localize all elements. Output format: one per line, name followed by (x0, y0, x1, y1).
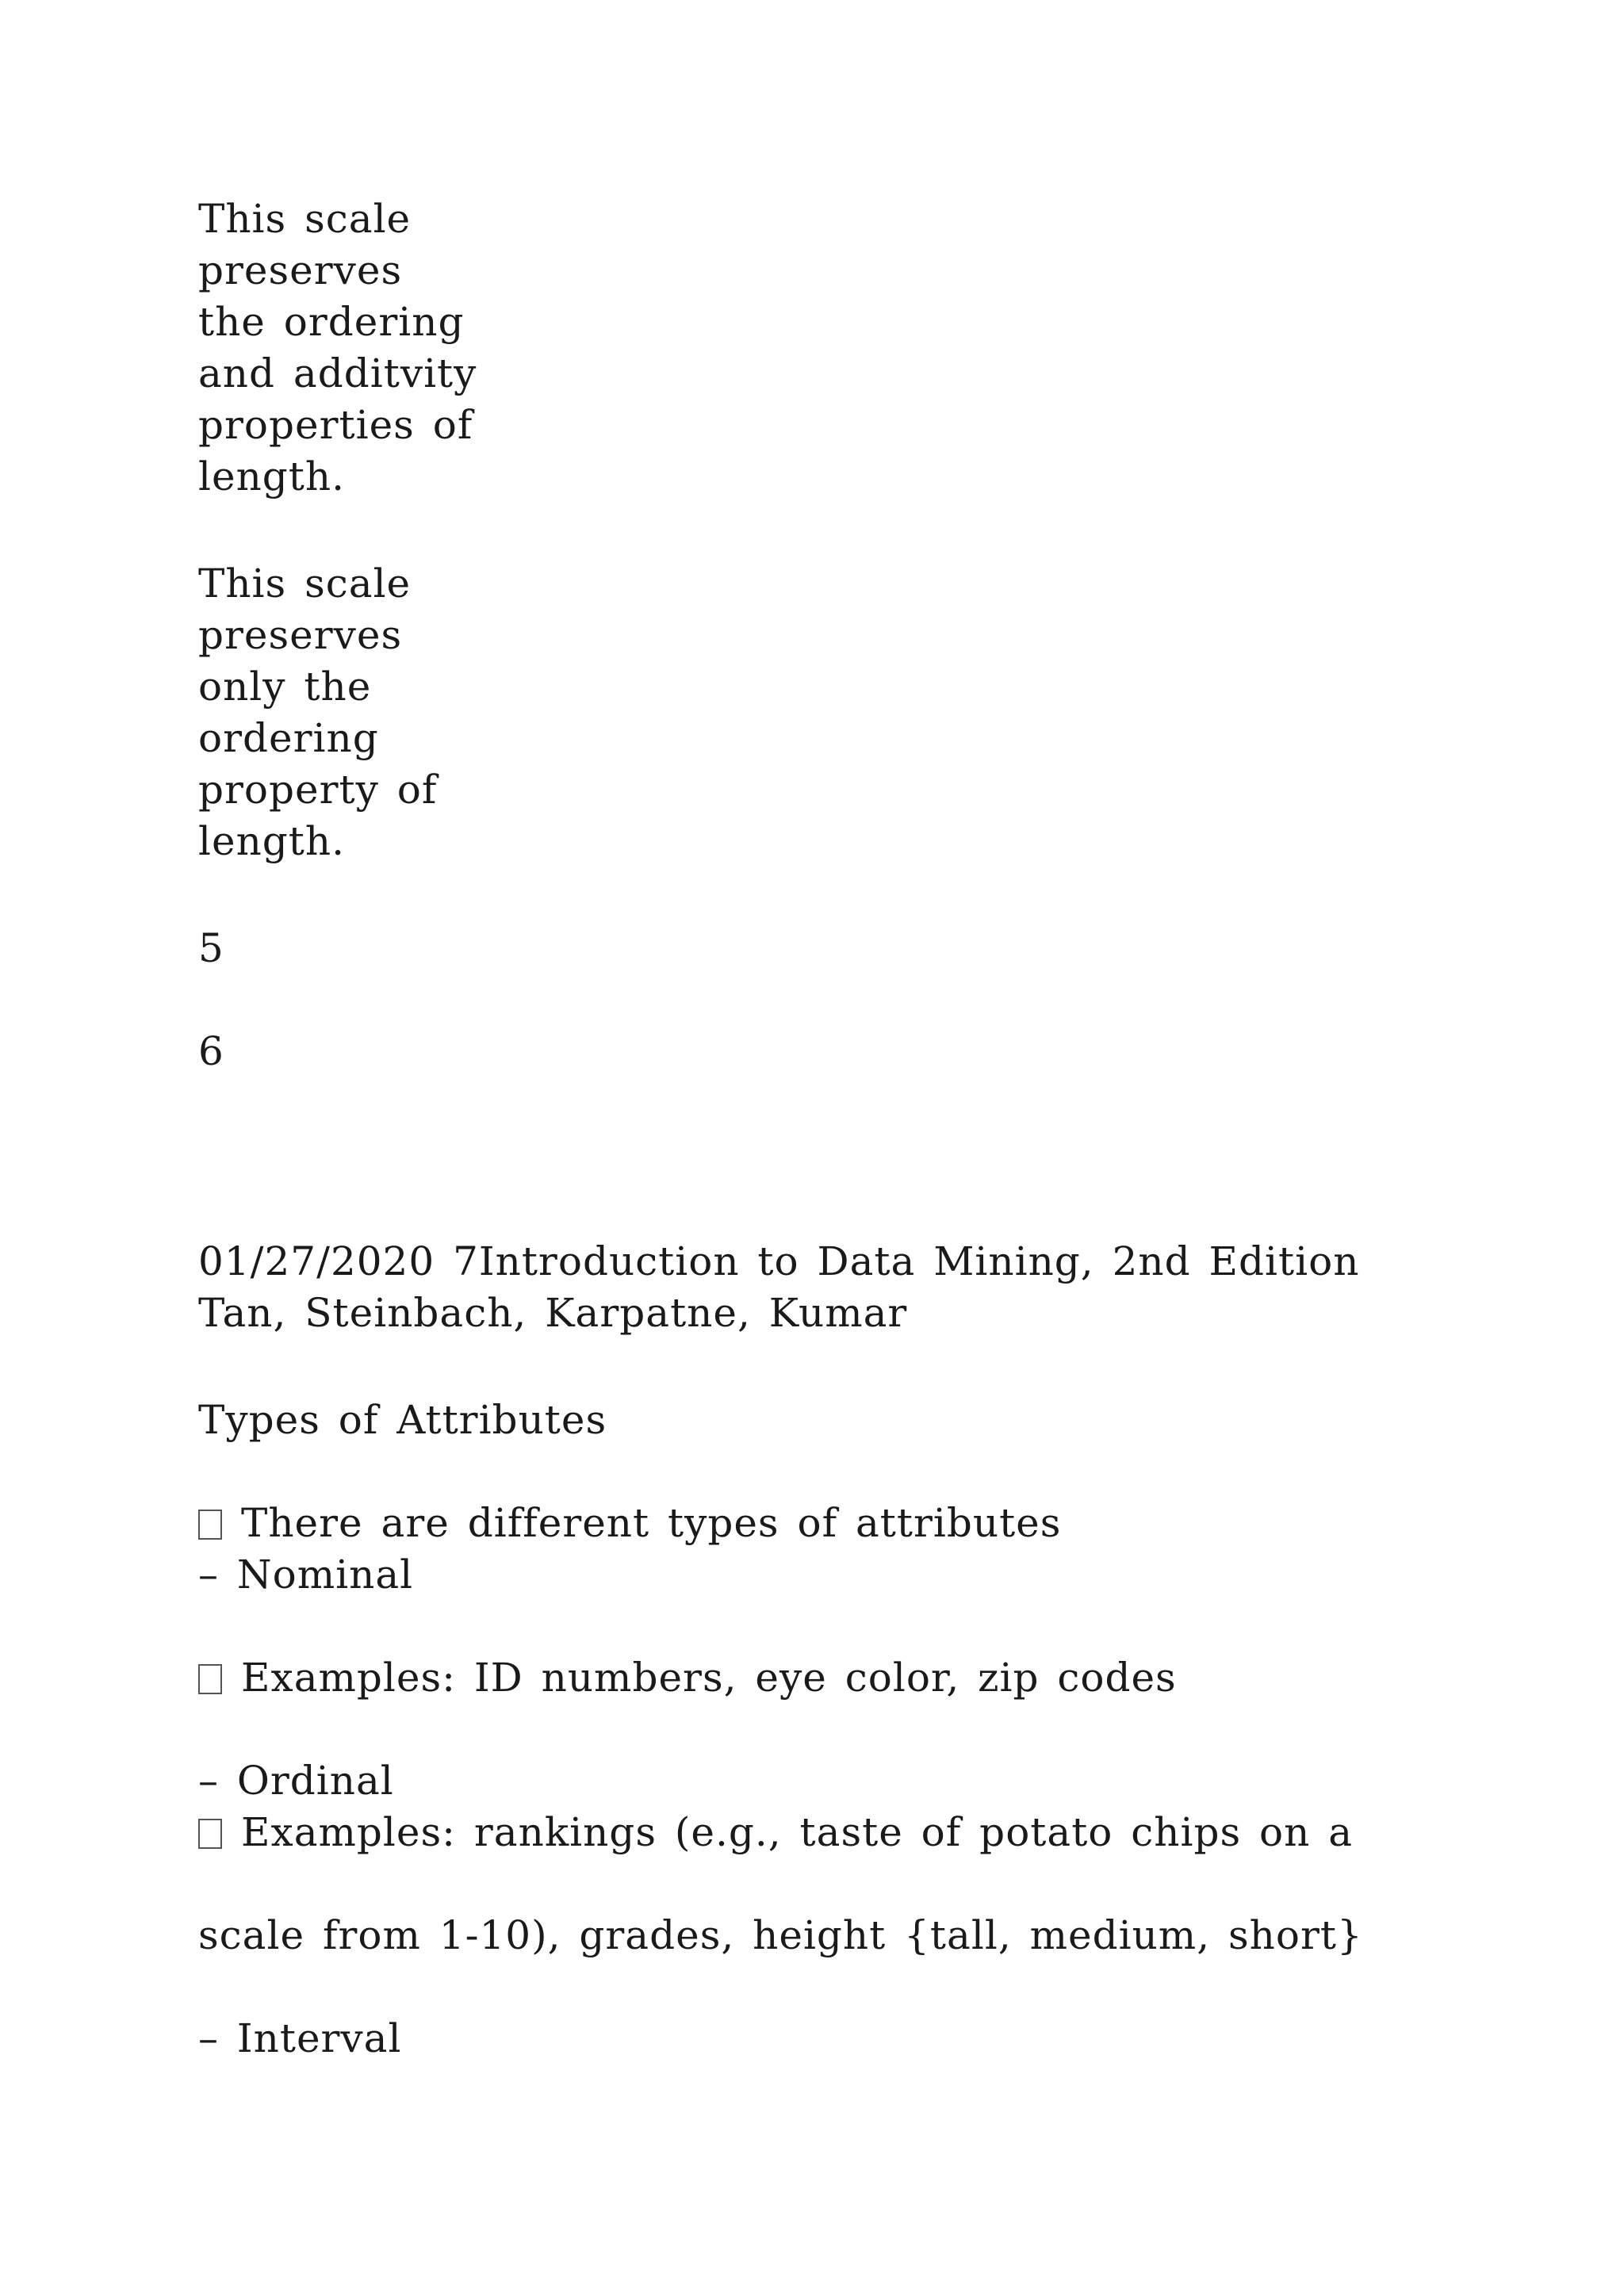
sub-item-interval: – Interval (198, 2015, 402, 2061)
missing-glyph-bullet-icon (198, 1819, 222, 1849)
bullet-text: There are different types of attributes (241, 1500, 1062, 1546)
slide-footer-date-title: 01/27/2020 7Introduction to Data Mining, 2nd Edition (198, 1238, 1360, 1284)
text-line: preserves (198, 612, 403, 658)
text-line: length. (198, 453, 345, 499)
missing-glyph-bullet-icon (198, 1664, 222, 1694)
text-line: and additvity (198, 350, 477, 396)
slide-footer-authors: Tan, Steinbach, Karpatne, Kumar (198, 1290, 908, 1336)
slide-number: 6 (198, 1028, 224, 1074)
bullet-item (198, 1499, 1061, 1547)
sub-item-nominal: – Nominal (198, 1552, 414, 1598)
slide-number: 5 (198, 925, 224, 971)
bullet-text: Examples: ID numbers, eye color, zip codes (241, 1655, 1177, 1701)
section-heading: Types of Attributes (198, 1397, 607, 1443)
text-line: scale from 1-10), grades, height {tall, medium, short} (198, 1912, 1363, 1958)
text-line: only the (198, 664, 372, 710)
text-line: property of (198, 767, 438, 813)
text-line: This scale (198, 561, 412, 607)
bullet-item (198, 1654, 1177, 1701)
text-line: properties of (198, 402, 473, 448)
bullet-text: Examples: rankings (e.g., taste of potato chips on a (241, 1809, 1354, 1855)
text-line: This scale (198, 196, 412, 242)
text-line: preserves (198, 247, 403, 293)
text-line: ordering (198, 715, 379, 761)
sub-item-ordinal: – Ordinal (198, 1758, 394, 1804)
missing-glyph-bullet-icon (198, 1510, 222, 1540)
text-line: length. (198, 818, 345, 864)
bullet-item (198, 1808, 1353, 1856)
text-line: the ordering (198, 299, 465, 345)
